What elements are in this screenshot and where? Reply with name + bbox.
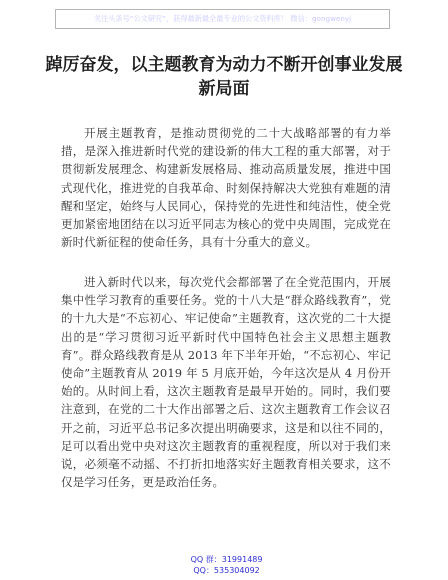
footer-qq: QQ：535304092 [193,566,260,575]
paragraph-1: 开展主题教育，是推动贯彻党的二十大战略部署的有力举措，是深入推进新时代党的建设新的伟大工程的重大部署，对于贯彻新发展理念、构建新发展格局、推动高质量发展，推进中国式现代化，推进党的自我革命、时刻保持解决大党独有难题的清醒和坚定，始终与人民同心，保持党的先进性和纯洁性，使全党更加紧密地团结在以习近平同志为核心的党中央周围，完成党在新时代新征程的使命任务，具有十分重大的意义。 [61,126,391,250]
header-notice-text: 关注头条号“公文研究”，获得最新最全最专业的公文资料库！ 微信：gongwenyj [93,14,352,23]
paragraph-2: 进入新时代以来，每次党代会都部署了在全党范围内，开展集中性学习教育的重要任务。党的十八大是“群众路线教育”，党的十九大是“不忘初心、牢记使命”主题教育，这次党的二十大提出的是“学习贯彻习近平新时代中国特色社会主义思想主题教育”。群众路线教育是从 2013 年下半年开始，“不忘初心、牢记使命”主题教育从 2019 年 5 月底开始，今年这次是从 4 月份开始的。从时间上看，这次主题教育是最早开始的。同时，我们要注意到，在党的二十大作出部署之后、这次主题教育工作会议召开之前，习近平总书记多次提出明确要求，这是和以往不同的，足可以看出党中央对这次主题教育的重视程度，所以对于我们来说，必须毫不动摇、不打折扣地落实好主题教育相关要求，这不仅是学习任务，更是政治任务。 [61,275,391,490]
document-title: 踔厉奋发，以主题教育为动力不断开创事业发展新局面 [45,55,403,99]
footer-contact [0,545,448,576]
header-notice-box [55,9,390,29]
footer-qq-group: QQ 群：31991489 [190,555,263,564]
